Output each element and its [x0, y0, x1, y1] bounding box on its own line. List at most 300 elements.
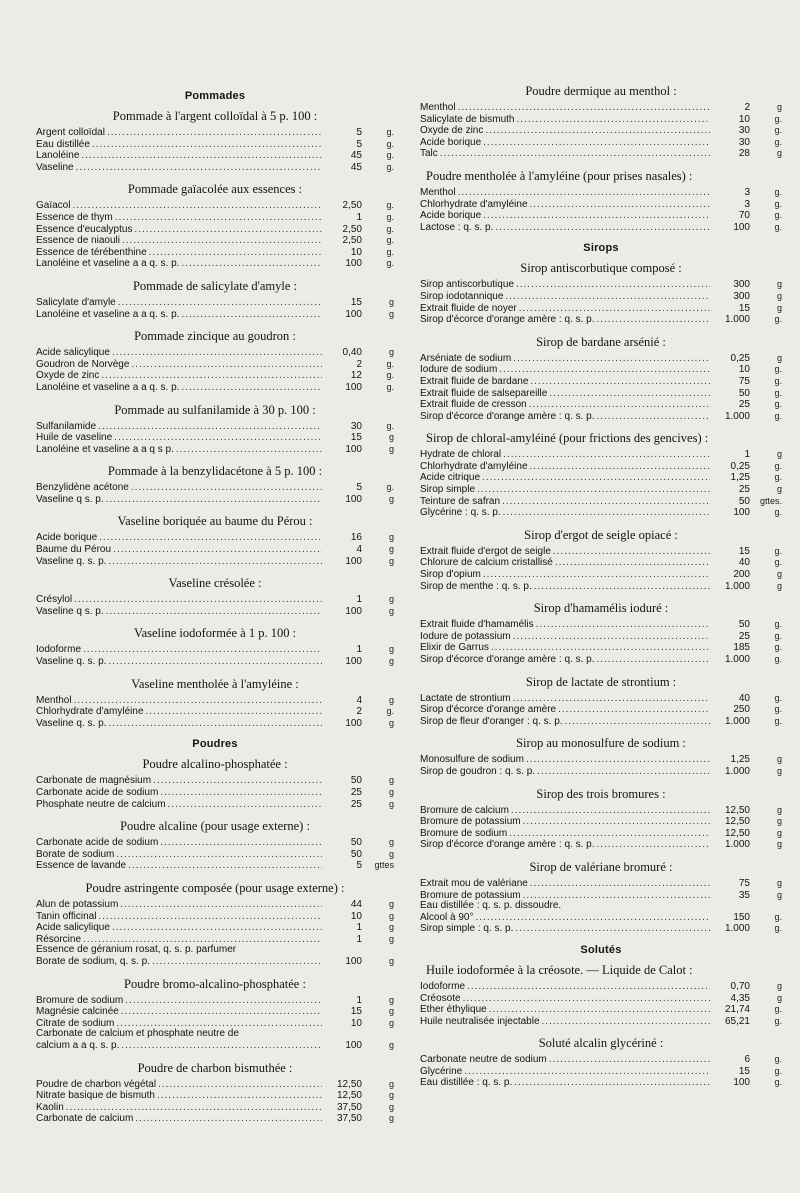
recipe-sirop-d-ergot-de-seigle-opiace: [420, 528, 782, 592]
dot-leader: [98, 422, 322, 433]
recipe-sirop-au-monosulfure-de-sodium: [420, 736, 782, 777]
ingredient-unit: g: [388, 1101, 394, 1112]
ingredient-name: Hydrate de chloral: [420, 449, 502, 461]
ingredient-unit: g.: [774, 364, 782, 375]
ingredient-quantity: 37,50: [336, 1113, 362, 1125]
recipe-poudre-alcaline-pour-usage-externe: [36, 819, 394, 872]
dot-leader: [491, 643, 710, 654]
ingredient-quantity: 4,35: [730, 992, 750, 1004]
ingredient-quantity: 100: [345, 605, 362, 617]
ingredient-row: [36, 421, 394, 433]
ingredient-row: [36, 1040, 394, 1052]
dot-leader: [168, 800, 322, 811]
recipe-title: Pommade à la benzylidacétone à 5 p. 100 :: [107, 464, 323, 479]
ingredient-quantity: 28: [738, 148, 750, 160]
ingredient-name: Chlorure de calcium cristallisé: [420, 557, 553, 569]
ingredient-quantity: 15: [738, 545, 750, 557]
recipe-poudre-mentholee-a-l-amyleine-pour-prise: [420, 169, 782, 233]
ingredient-quantity: 4: [356, 544, 362, 556]
dot-leader: [482, 473, 710, 484]
ingredient-name: Vaseline q. s. p.: [36, 717, 107, 729]
ingredient-row: [420, 102, 782, 114]
ingredient-name: Menthol: [420, 186, 456, 198]
dot-leader: [108, 557, 322, 568]
ingredient-name: Lactate de strontium: [420, 692, 511, 704]
recipe-pommade-zincique-au-goudron: [36, 329, 394, 393]
ingredient-name: Sirop iodotannique: [420, 290, 504, 302]
ingredient-row: [36, 556, 394, 568]
ingredient-name: Extrait fluide de noyer: [420, 302, 517, 314]
ingredient-quantity: 1.000: [724, 715, 750, 727]
ingredient-quantity: 5: [356, 138, 362, 150]
ingredient-unit: g.: [774, 460, 782, 471]
recipe-title: Sirop de bardane arsénié :: [536, 334, 666, 349]
ingredient-row: [420, 279, 782, 291]
ingredient-row: [420, 461, 782, 473]
dot-leader: [558, 705, 710, 716]
ingredient-name: Baume du Pérou: [36, 544, 112, 556]
ingredient-name: Huile neutralisée injectable: [420, 1015, 540, 1027]
dot-leader: [503, 450, 710, 461]
ingredient-name: Vaseline: [36, 161, 74, 173]
ingredient-row: [36, 370, 394, 382]
ingredient-quantity: 50: [350, 837, 362, 849]
ingredient-unit: g: [388, 1006, 394, 1017]
ingredient-unit: g: [776, 889, 782, 900]
ingredient-quantity: 21,74: [724, 1004, 750, 1016]
ingredient-unit: g.: [774, 1004, 782, 1015]
dot-leader: [565, 717, 710, 728]
ingredient-quantity: 50: [350, 775, 362, 787]
recipe-title: Sirop de valériane bromuré :: [529, 859, 673, 874]
recipe-note: Eau distillée : q. s. p. dissoudre.: [420, 900, 562, 912]
ingredient-row: [420, 137, 782, 149]
dot-leader: [131, 360, 322, 371]
dot-leader: [181, 259, 322, 270]
ingredient-name: Bromure de calcium: [420, 804, 509, 816]
ingredient-name: Chlorhydrate d'amyléine: [420, 460, 528, 472]
ingredient-name: Glycérine: [420, 1065, 463, 1077]
recipe-title: Poudre bromo-alcalino-phosphatée :: [124, 976, 306, 991]
recipe-note: Essence de géranium rosat, q. s. p. parfumer: [36, 944, 237, 956]
dot-leader: [553, 547, 710, 558]
dot-leader: [519, 304, 710, 315]
ingredient-quantity: 200: [733, 569, 750, 581]
dot-leader: [115, 213, 322, 224]
ingredient-unit: g.: [774, 911, 782, 922]
ingredient-unit: g: [776, 765, 782, 776]
ingredient-name: Iodure de sodium: [420, 364, 498, 376]
ingredient-quantity: 75: [738, 877, 750, 889]
ingredient-quantity: 1.000: [724, 580, 750, 592]
ingredient-quantity: 100: [345, 656, 362, 668]
ingredient-quantity: 2,50: [342, 235, 362, 247]
dot-leader: [530, 879, 710, 890]
ingredient-unit: g: [776, 877, 782, 888]
ingredient-unit: g.: [774, 186, 782, 197]
ingredient-name: Eau distillée: [36, 138, 90, 150]
ingredient-quantity: 100: [345, 1039, 362, 1051]
ingredient-row: [36, 200, 394, 212]
ingredient-unit: g.: [774, 198, 782, 209]
ingredient-row: [36, 995, 394, 1007]
ingredient-unit: g.: [386, 258, 394, 269]
ingredient-quantity: 12,50: [336, 1090, 362, 1102]
recipe-poudre-bromo-alcalino-phosphatee: [36, 977, 394, 1052]
ingredient-name: Essence de thym: [36, 211, 113, 223]
ingredient-row: [420, 449, 782, 461]
dot-leader: [99, 533, 322, 544]
ingredient-row: [36, 297, 394, 309]
ingredient-unit: g.: [386, 223, 394, 234]
ingredient-name: Magnésie calcinée: [36, 1006, 119, 1018]
ingredient-unit: g.: [386, 370, 394, 381]
ingredient-unit: g.: [774, 314, 782, 325]
ingredient-unit: g: [388, 910, 394, 921]
dot-leader: [112, 923, 322, 934]
ingredient-unit: g: [388, 347, 394, 358]
ingredient-name: Vaseline q. s. p.: [36, 555, 107, 567]
dot-leader: [513, 694, 710, 705]
ingredient-unit: g: [388, 532, 394, 543]
dot-leader: [555, 558, 710, 569]
ingredient-quantity: 300: [733, 290, 750, 302]
ingredient-row: [36, 494, 394, 506]
dot-leader: [66, 1103, 322, 1114]
ingredient-row: [36, 309, 394, 321]
recipe-title: Pommade zincique au goudron :: [134, 329, 296, 344]
ingredient-name: Extrait mou de valériane: [420, 877, 528, 889]
ingredient-quantity: 50: [738, 619, 750, 631]
ingredient-row: [420, 472, 782, 484]
ingredient-unit: g.: [774, 507, 782, 518]
ingredient-quantity: 25: [738, 484, 750, 496]
ingredient-quantity: 1.000: [724, 923, 750, 935]
dot-leader: [92, 140, 322, 151]
ingredient-quantity: 10: [350, 910, 362, 922]
ingredient-unit: g.: [386, 211, 394, 222]
ingredient-quantity: 15: [738, 302, 750, 314]
ingredient-name: Sirop d'écorce d'orange amère: [420, 704, 557, 716]
ingredient-quantity: 12,50: [724, 827, 750, 839]
ingredient-unit: g.: [774, 210, 782, 221]
ingredient-name: Iodoforme: [420, 980, 466, 992]
recipe-title: Sirop d'hamamélis ioduré :: [533, 601, 669, 616]
ingredient-unit: g: [776, 839, 782, 850]
dot-leader: [483, 570, 710, 581]
ingredient-unit: g.: [774, 1077, 782, 1088]
ingredient-name: Sirop d'écorce d'orange amère : q. s. p.: [420, 410, 595, 422]
ingredient-name: Créosote: [420, 992, 461, 1004]
ingredient-name: Alcool à 90°: [420, 911, 474, 923]
recipe-poudre-alcalino-phosphatee: [36, 757, 394, 810]
recipe-title: Vaseline crésolée :: [168, 576, 262, 591]
dot-leader: [515, 924, 710, 935]
ingredient-quantity: 30: [738, 136, 750, 148]
ingredient-name: Salicylate d'amyle: [36, 296, 116, 308]
ingredient-row: [36, 150, 394, 162]
ingredient-name: Essence de térébenthine: [36, 246, 147, 258]
ingredient-unit: g.: [774, 399, 782, 410]
ingredient-quantity: 1,25: [730, 754, 750, 766]
ingredient-row: [420, 399, 782, 411]
recipe-poudre-astringente-composee-pour-usage-e: [36, 881, 394, 968]
dot-leader: [160, 838, 322, 849]
recipe-sirop-antiscorbutique-compose: [420, 261, 782, 325]
recipe-pommade-au-sulfanilamide-a-30-p-100: [36, 403, 394, 456]
ingredient-name: Sirop d'opium: [420, 569, 481, 581]
ingredient-row: [420, 619, 782, 631]
ingredient-name: Carbonate acide de sodium: [36, 787, 159, 798]
recipe-title: Huile iodoformée à la créosote. — Liquide de Calot :: [426, 962, 693, 977]
ingredient-name: calcium a a q. s. p.: [36, 1039, 120, 1051]
ingredient-row: [36, 787, 394, 799]
recipe-title: Poudre alcaline (pour usage externe) :: [120, 819, 310, 834]
recipe-title: Sirop d'ergot de seigle opiacé :: [524, 527, 678, 542]
ingredient-unit: g: [776, 804, 782, 815]
ingredient-unit: g: [388, 656, 394, 667]
ingredient-row: [36, 127, 394, 139]
ingredient-unit: g.: [774, 619, 782, 630]
dot-leader: [135, 1114, 322, 1125]
ingredient-quantity: 15: [350, 296, 362, 308]
ingredient-quantity: 2,50: [342, 223, 362, 235]
ingredient-row: [36, 594, 394, 606]
ingredient-unit: g: [776, 484, 782, 495]
recipe-title: Pommade à l'argent colloïdal à 5 p. 100 :: [112, 109, 318, 123]
dot-leader: [503, 508, 710, 519]
ingredient-quantity: 12: [350, 370, 362, 382]
ingredient-row: [36, 837, 394, 849]
recipe-sirop-d-hamamelis-iodure: [420, 601, 782, 665]
recipe-solute-alcalin-glycerine: [420, 1036, 782, 1089]
recipe-pommade-gaiacolee-aux-essences: [36, 182, 394, 270]
ingredient-quantity: 12,50: [724, 816, 750, 828]
ingredient-row: [36, 1113, 394, 1125]
ingredient-quantity: 30: [350, 420, 362, 432]
ingredient-unit: g.: [774, 654, 782, 664]
dot-leader: [98, 912, 322, 923]
ingredient-name: Sirop simple : q. s. p.: [420, 923, 514, 935]
ingredient-unit: g.: [774, 472, 782, 483]
ingredient-name: Goudron de Norvège: [36, 358, 130, 370]
ingredient-row: [36, 799, 394, 811]
dot-leader: [596, 412, 710, 423]
ingredient-unit: g: [388, 955, 394, 966]
dot-leader: [160, 788, 322, 799]
ingredient-quantity: 100: [733, 221, 750, 233]
ingredient-row: [36, 162, 394, 174]
ingredient-row: [420, 411, 782, 423]
ingredient-name: Tanin officinal: [36, 910, 97, 922]
dot-leader: [485, 126, 710, 137]
dot-leader: [134, 225, 322, 236]
ingredient-name: Acide borique: [36, 532, 98, 544]
ingredient-unit: g: [388, 1090, 394, 1101]
ingredient-name: Lactose : q. s. p.: [420, 221, 494, 233]
ingredient-quantity: 100: [345, 308, 362, 320]
recipe-title: Pommade de salicylate d'amyle :: [132, 278, 297, 293]
ingredient-quantity: 150: [733, 911, 750, 923]
dot-leader: [505, 292, 710, 303]
ingredient-quantity: 2: [744, 102, 750, 113]
recipe-title: Poudre dermique au menthol :: [525, 84, 677, 98]
ingredient-quantity: 3: [744, 186, 750, 198]
ingredient-quantity: 1: [356, 644, 362, 656]
ingredient-row: [36, 139, 394, 151]
ingredient-unit: g.: [774, 387, 782, 398]
ingredient-unit: g: [388, 922, 394, 933]
ingredient-unit: g: [388, 296, 394, 307]
ingredient-quantity: 1: [356, 594, 362, 606]
ingredient-row: [36, 224, 394, 236]
recipe-sirop-de-bardane-arsenie: [420, 335, 782, 423]
ingredient-name: Sulfanilamide: [36, 420, 97, 432]
ingredient-name: Oxyde de zinc: [36, 370, 100, 382]
ingredient-unit: g.: [774, 692, 782, 703]
dot-leader: [83, 645, 322, 656]
ingredient-row: [420, 704, 782, 716]
ingredient-name: Bromure de sodium: [420, 827, 508, 839]
ingredient-name: Oxyde de zinc: [420, 125, 484, 137]
dot-leader: [513, 632, 710, 643]
ingredient-unit: g.: [774, 221, 782, 232]
ingredient-unit: g: [776, 148, 782, 159]
recipe-sirop-de-lactate-de-strontium: [420, 675, 782, 728]
recipe-title: Pommade au sulfanilamide à 30 p. 100 :: [114, 402, 316, 417]
ingredient-unit: g: [776, 827, 782, 838]
dot-leader: [116, 850, 322, 861]
ingredient-unit: g: [776, 569, 782, 580]
ingredient-name: Iodure de potassium: [420, 630, 511, 642]
ingredient-quantity: 185: [733, 642, 750, 654]
ingredient-quantity: 1: [356, 211, 362, 223]
dot-leader: [181, 383, 322, 394]
dot-leader: [467, 982, 710, 993]
ingredient-quantity: 30: [738, 125, 750, 137]
ingredient-row: [36, 532, 394, 544]
ingredient-quantity: 45: [350, 150, 362, 162]
dot-leader: [549, 389, 710, 400]
ingredient-quantity: 100: [345, 555, 362, 567]
ingredient-row: [36, 1079, 394, 1091]
ingredient-row: [36, 899, 394, 911]
dot-leader: [596, 315, 710, 326]
dot-leader: [475, 913, 710, 924]
ingredient-quantity: 2: [356, 706, 362, 718]
ingredient-row: [420, 923, 782, 935]
ingredient-unit: g: [776, 302, 782, 313]
ingredient-row: [420, 642, 782, 654]
dot-leader: [526, 755, 710, 766]
ingredient-name: Bromure de potassium: [420, 889, 521, 901]
dot-leader: [114, 433, 322, 444]
ingredient-quantity: 1: [356, 922, 362, 934]
ingredient-unit: g: [388, 594, 394, 605]
ingredient-name: Acide citrique: [420, 472, 481, 484]
recipe-pommade-a-la-benzylidacetone-a-5-p-100: [36, 464, 394, 505]
ingredient-row: [36, 382, 394, 394]
ingredient-unit: g.: [774, 125, 782, 136]
ingredient-unit: g: [388, 933, 394, 944]
ingredient-name: Argent colloïdal: [36, 127, 105, 138]
ingredient-row: [36, 706, 394, 718]
ingredient-quantity: 50: [738, 495, 750, 507]
ingredient-unit: g.: [386, 161, 394, 172]
ingredient-quantity: 100: [345, 258, 362, 270]
ingredient-row: [420, 1054, 782, 1066]
recipe-vaseline-iodoformee-a-1-p-100: [36, 626, 394, 667]
ingredient-name: Poudre de charbon végétal: [36, 1078, 157, 1090]
ingredient-unit: g.: [774, 630, 782, 641]
dot-leader: [125, 996, 322, 1007]
ingredient-unit: g.: [774, 1065, 782, 1076]
ingredient-quantity: 75: [738, 375, 750, 387]
ingredient-row: [420, 210, 782, 222]
ingredient-unit: g: [776, 754, 782, 765]
ingredient-quantity: 15: [350, 432, 362, 444]
ingredient-name: Monosulfure de sodium: [420, 754, 524, 766]
ingredient-row: [36, 1090, 394, 1102]
left-column: [36, 84, 394, 1134]
ingredient-row: [420, 484, 782, 496]
ingredient-quantity: 2: [356, 358, 362, 370]
dot-leader: [534, 582, 710, 593]
ingredient-unit: g.: [774, 704, 782, 715]
ingredient-unit: g: [388, 848, 394, 859]
ingredient-name: Lanoléine: [36, 150, 80, 162]
ingredient-unit: g: [776, 580, 782, 591]
ingredient-quantity: 45: [350, 161, 362, 173]
ingredient-unit: g.: [386, 482, 394, 493]
dot-leader: [108, 719, 322, 730]
ingredient-name: Carbonate de magnésium: [36, 775, 152, 787]
ingredient-unit: g.: [774, 715, 782, 726]
ingredient-unit: g.: [386, 246, 394, 257]
recipe-sirop-des-trois-bromures: [420, 787, 782, 851]
dot-leader: [149, 248, 322, 259]
ingredient-quantity: 1.000: [724, 839, 750, 851]
dot-leader: [511, 806, 710, 817]
recipe-title: Poudre astringente composée (pour usage externe) :: [85, 880, 345, 895]
ingredient-unit: g: [776, 352, 782, 363]
dot-leader: [152, 957, 322, 968]
ingredient-name: Lanoléine et vaseline a a q. s. p.: [36, 258, 180, 270]
ingredient-unit: g: [388, 898, 394, 909]
ingredient-row: [420, 805, 782, 817]
ingredient-row: [420, 507, 782, 519]
dot-leader: [101, 371, 322, 382]
ingredient-name: Teinture de safran: [420, 495, 501, 507]
ingredient-name: Vaseline q. s. p.: [36, 656, 107, 668]
recipe-title: Sirop de lactate de strontium :: [525, 674, 677, 689]
ingredient-name: Huile de vaseline: [36, 432, 113, 444]
ingredient-row: [420, 912, 782, 924]
ingredient-row: [36, 606, 394, 618]
ingredient-row: [420, 1004, 782, 1016]
ingredient-quantity: 3: [744, 198, 750, 210]
dot-leader: [121, 1041, 322, 1052]
ingredient-row: [36, 775, 394, 787]
ingredient-row: [36, 212, 394, 224]
ingredient-unit: g.: [774, 923, 782, 934]
ingredient-quantity: 40: [738, 692, 750, 704]
ingredient-unit: g: [388, 787, 394, 797]
ingredient-quantity: 50: [350, 848, 362, 860]
ingredient-row: [420, 222, 782, 234]
ingredient-row: [36, 644, 394, 656]
dot-leader: [108, 657, 322, 668]
